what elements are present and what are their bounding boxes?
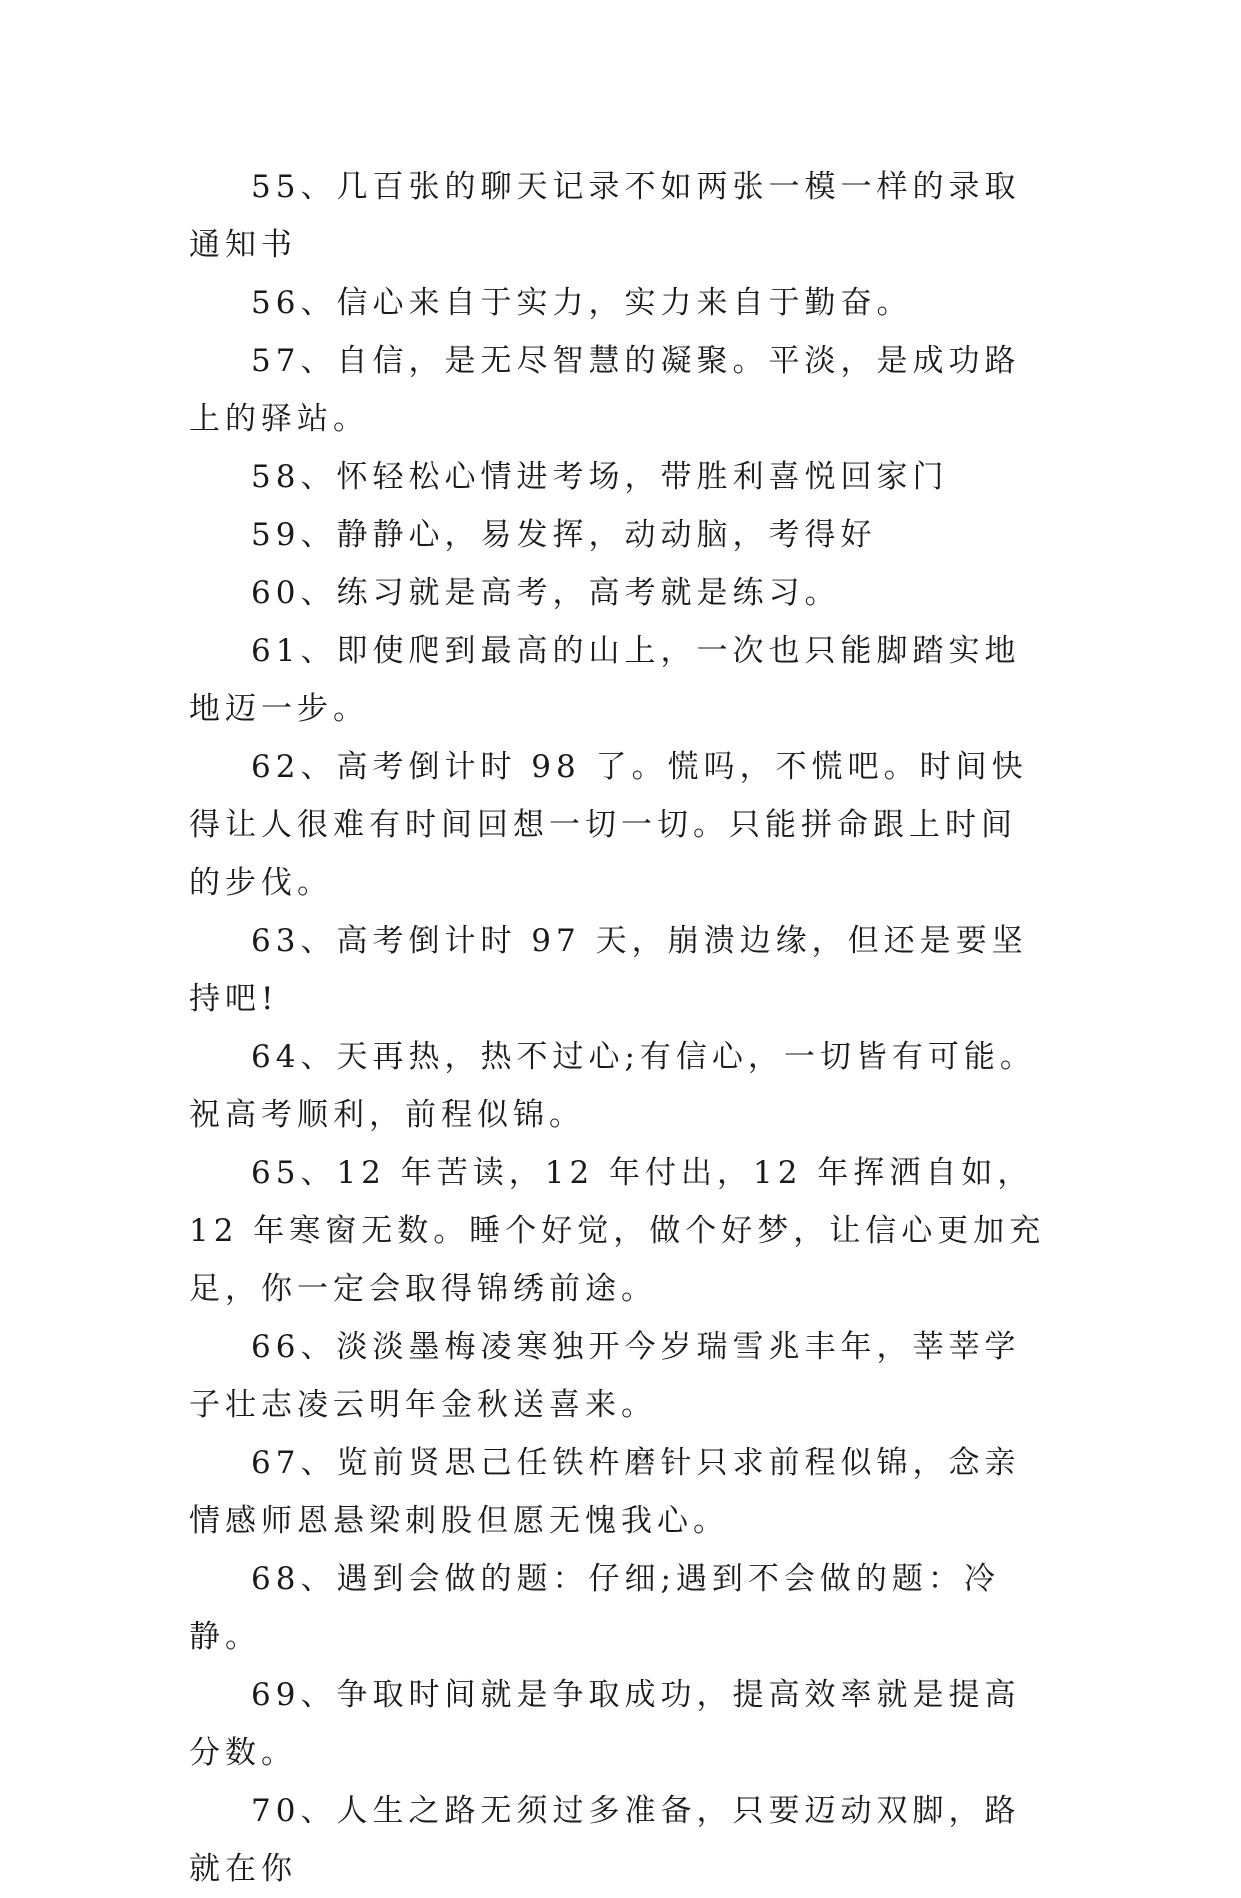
paragraph-60: 60、练习就是高考，高考就是练习。 bbox=[251, 575, 841, 611]
paragraph-56: 56、信心来自于实力，实力来自于勤奋。 bbox=[251, 285, 913, 321]
paragraph-64: 64、天再热，热不过心;有信心，一切皆有可能。祝高考顺利，前程似锦。 bbox=[189, 1039, 1036, 1133]
document-body bbox=[189, 158, 1049, 1898]
paragraph-59: 59、静静心，易发挥，动动脑，考得好 bbox=[251, 517, 877, 553]
paragraph-62: 62、高考倒计时 98 了。慌吗，不慌吧。时间快得让人很难有时间回想一切一切。只能拼命跟上时间的步伐。 bbox=[189, 749, 1028, 901]
paragraph-70: 70、人生之路无须过多准备，只要迈动双脚，路就在你 bbox=[189, 1793, 1021, 1887]
paragraph-67: 67、览前贤思己任铁杵磨针只求前程似锦，念亲情感师恩悬梁刺股但愿无愧我心。 bbox=[189, 1445, 1021, 1539]
paragraph-68: 68、遇到会做的题：仔细;遇到不会做的题：冷静。 bbox=[189, 1561, 1000, 1655]
paragraph-55: 55、几百张的聊天记录不如两张一模一样的录取通知书 bbox=[189, 169, 1021, 263]
paragraph-66: 66、淡淡墨梅凌寒独开今岁瑞雪兆丰年，莘莘学子壮志凌云明年金秋送喜来。 bbox=[189, 1329, 1021, 1423]
paragraph-58: 58、怀轻松心情进考场，带胜利喜悦回家门 bbox=[251, 459, 949, 495]
paragraph-61: 61、即使爬到最高的山上，一次也只能脚踏实地地迈一步。 bbox=[189, 633, 1021, 727]
paragraph-63: 63、高考倒计时 97 天，崩溃边缘，但还是要坚持吧! bbox=[189, 923, 1028, 1017]
paragraph-65: 65、12 年苦读，12 年付出，12 年挥洒自如，12 年寒窗无数。睡个好觉，做个好梦，让信心更加充足，你一定会取得锦绣前途。 bbox=[189, 1155, 1046, 1307]
paragraph-69: 69、争取时间就是争取成功，提高效率就是提高分数。 bbox=[189, 1677, 1021, 1771]
paragraph-57: 57、自信，是无尽智慧的凝聚。平淡，是成功路上的驿站。 bbox=[189, 343, 1021, 437]
